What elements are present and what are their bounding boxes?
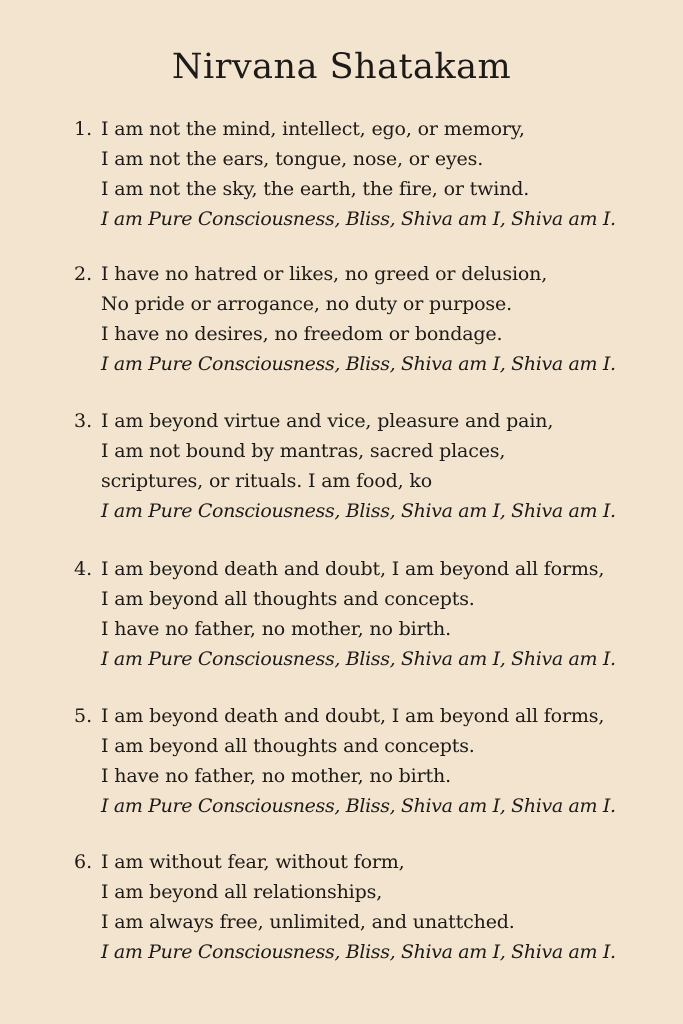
verse-line: I have no father, no mother, no birth. — [101, 618, 452, 640]
verse-line: I have no desires, no freedom or bondage. — [101, 323, 503, 345]
verse-line: I am beyond all relationships, — [101, 881, 383, 903]
verse-line: I am beyond death and doubt, I am beyond all forms, — [101, 558, 605, 580]
verse-line: I am beyond virtue and vice, pleasure and pain, — [101, 410, 554, 432]
verse-line: No pride or arrogance, no duty or purpose. — [101, 293, 512, 315]
verse-line: I am not the mind, intellect, ego, or memory, — [101, 118, 525, 140]
verse-lines — [101, 406, 671, 526]
refrain-line: I am Pure Consciousness, Bliss, Shiva am I, Shiva am I. — [101, 941, 616, 963]
page-title: Nirvana Shatakam — [171, 47, 512, 87]
verse-lines — [101, 554, 671, 674]
verse-line: I am beyond all thoughts and concepts. — [101, 735, 475, 757]
verse-line: I have no father, no mother, no birth. — [101, 765, 452, 787]
verse-line: scriptures, or rituals. I am food, ko — [101, 470, 433, 492]
verse-line: I am beyond all thoughts and concepts. — [101, 588, 475, 610]
verse-number: 1. — [74, 118, 93, 140]
verse-line: I have no hatred or likes, no greed or delusion, — [101, 263, 548, 285]
verse-line: I am not the ears, tongue, nose, or eyes. — [101, 148, 484, 170]
verse-number: 6. — [74, 851, 93, 873]
verse-number: 4. — [74, 558, 93, 580]
verse-line: I am without fear, without form, — [101, 851, 405, 873]
verse-line: I am not bound by mantras, sacred places, — [101, 440, 506, 462]
verse-lines — [101, 847, 671, 967]
refrain-line: I am Pure Consciousness, Bliss, Shiva am I, Shiva am I. — [101, 208, 616, 230]
verse-lines — [101, 259, 671, 379]
refrain-line: I am Pure Consciousness, Bliss, Shiva am I, Shiva am I. — [101, 353, 616, 375]
verse-line: I am not the sky, the earth, the fire, or twind. — [101, 178, 530, 200]
verse-number: 5. — [74, 705, 93, 727]
refrain-line: I am Pure Consciousness, Bliss, Shiva am I, Shiva am I. — [101, 500, 616, 522]
verse-line: I am beyond death and doubt, I am beyond all forms, — [101, 705, 605, 727]
verse-line: I am always free, unlimited, and unattched. — [101, 911, 515, 933]
refrain-line: I am Pure Consciousness, Bliss, Shiva am I, Shiva am I. — [101, 648, 616, 670]
refrain-line: I am Pure Consciousness, Bliss, Shiva am I, Shiva am I. — [101, 795, 616, 817]
verse-number: 2. — [74, 263, 93, 285]
verse-number: 3. — [74, 410, 93, 432]
verse-lines — [101, 701, 671, 821]
verse-lines — [101, 114, 671, 234]
